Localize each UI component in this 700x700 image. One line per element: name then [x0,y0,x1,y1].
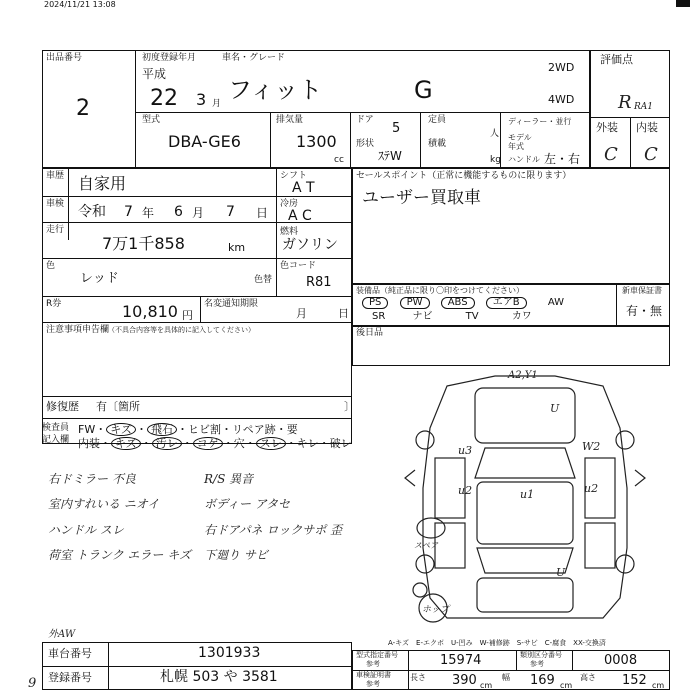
dimensions-label1: 車検証明書 [356,671,391,679]
required-tag: 要 [286,423,298,436]
load-unit: kg [490,155,501,165]
tear-tag: 破レ [329,437,352,450]
load-label: 積載 [428,139,447,149]
diag-mark-u2-right: u2 [584,482,599,495]
equip-abs: ABS [441,297,475,309]
hand-note-2: 室内すれいる ニオイ [48,497,160,511]
diag-mark-spare: スペア [414,541,438,550]
hand-note-1: 右ドミラー 不良 [48,472,136,486]
stone-chip-tag: 飛石 [147,423,177,436]
drive-2wd: 2WD [548,61,575,74]
doors-label: ドア [356,115,374,125]
sales-point-label: セールスポイント（正常に機能するものに限ります） [356,171,572,181]
diag-mark-u-top: U [550,402,560,415]
ac-label: 冷房 [280,199,299,209]
after-items-label: 後日品 [356,328,384,338]
equip-tv: TV [465,311,479,322]
evaluation-label: 評価点 [600,53,633,66]
height-label: 高さ [580,673,596,682]
equip-ps: PS [362,297,388,309]
dimensions-label2: 参考 [366,680,380,688]
capacity-unit: 人 [490,129,500,139]
equip-leather: カワ [511,311,532,322]
body-shape-label: 形状 [356,139,375,149]
length-unit: cm [480,681,493,690]
diag-mark-u3: u3 [458,444,473,457]
repair-close: 〕 [344,400,355,413]
inspection-year: 7 [124,204,133,220]
category-label1: 類別区分番号 [520,651,562,659]
width-label: 幅 [502,673,510,682]
width-value: 169 [530,673,555,688]
inspection-day: 7 [226,204,235,220]
category-value: 0008 [604,653,638,668]
rub-tag: スレ [256,437,286,450]
displacement-label: 排気量 [276,115,304,125]
transfer-label: 名変通知期限 [204,299,259,309]
exterior-label: 外装 [596,121,618,134]
interior-scratch-tag: キズ [111,437,141,450]
repair-value: 有〔箇所 [96,400,140,413]
mileage-value: 7万1千858 [102,234,185,253]
fuel-label: 燃料 [280,227,299,237]
inspection-year-unit: 年 [142,206,155,220]
type-designation-label2: 参考 [366,660,380,668]
drive-4wd: 4WD [548,93,575,106]
type-designation-label1: 型式指定番号 [356,651,398,659]
inspector-label2: 記入欄 [42,435,70,445]
chassis-value: 1301933 [198,645,261,661]
inspection-month-unit: 月 [192,206,205,220]
hand-note-6: R/S 異音 [204,472,254,486]
shift-value: A T [292,180,315,196]
hand-note-9: 下廻り サビ [204,548,268,562]
model-name: フィット [228,76,323,104]
first-reg-year: 22 [150,86,178,111]
crack-tag: ヒビ割 [188,423,221,436]
category-label2: 参考 [530,660,544,668]
recycle-label: R券 [46,299,62,309]
after-items-section [352,326,670,366]
evaluation-score: R [618,92,632,113]
burn-tag: コゲ [193,437,223,450]
history-label: 車歴 [46,171,65,181]
inspection-label: 車検 [46,199,65,209]
mileage-unit: km [228,241,246,254]
interior-label: 内装 [636,121,658,134]
type-label: 型式 [142,115,161,125]
color-shade-label: 色替 [254,275,273,285]
hand-note-5: 外AW [48,629,76,640]
model-grade: G [414,76,433,104]
evaluation-score-sub: RA1 [634,102,654,112]
height-value: 152 [622,673,647,688]
recycle-unit: 円 [182,309,193,322]
first-reg-month-unit: 月 [212,99,222,109]
equip-aw: AW [547,297,564,308]
hand-note-4: 荷室 トランク エラー キズ [48,548,191,562]
inspector-row2: 内装・ キズ ・ 汚レ ・ コゲ ・穴・ スレ ・キレ・破レ [78,437,352,450]
sales-point-section [352,168,670,284]
handle-value: 左・右 [544,152,581,166]
width-unit: cm [560,681,573,690]
mileage-label: 走行 [46,225,65,235]
doors-value: 5 [392,121,401,136]
equip-navi: ナビ [412,311,433,322]
corner-mark [676,0,690,7]
handle-label: ハンドル [508,155,540,164]
registration-label: 登録番号 [48,671,92,684]
fw-tag: FW [78,423,96,436]
repair-mark-tag: リペア跡 [232,423,276,436]
repair-label: 修復歴 [46,400,79,413]
model-label: 車名・グレード [222,53,286,63]
inspection-era: 令和 [78,204,106,220]
first-reg-era: 平成 [142,67,167,81]
interior-value: C [644,144,658,165]
diag-mark-u-bottom: U [556,566,566,579]
displacement-value: 1300 [296,132,337,151]
notes-sub: （不具合内容等を具体的に記入してください） [108,326,255,334]
model-year-label2: 年式 [508,142,524,151]
body-shape-value: ｽﾃW [378,149,402,163]
inspection-day-unit: 日 [256,206,269,220]
type-designation-value: 15974 [440,653,482,668]
stain-tag: 汚レ [152,437,182,450]
model-year-label1: モデル [508,133,532,142]
color-code: R81 [306,275,332,290]
registration-value: 札幌 503 や 3581 [160,669,278,685]
recycle-value: 10,810 [122,302,178,321]
capacity-label: 定員 [428,115,447,125]
hand-note-7: ボディー アタセ [204,497,291,511]
footer-mark: 9 [28,676,37,691]
lot-number: 2 [76,96,90,121]
inspection-month: 6 [174,204,183,220]
cut-tag: キレ [296,437,319,450]
inspector-label1: 検査員 [42,423,70,433]
warranty-value: 有・無 [626,304,663,318]
color-label: 色 [46,261,56,271]
first-reg-label: 初度登録年月 [142,53,197,63]
diag-mark-hop: ホップ [422,605,450,615]
length-value: 390 [452,673,477,688]
diag-mark-front: A2,Y1 [508,370,538,381]
displacement-unit: cc [334,155,344,165]
ac-value: A C [288,208,312,224]
equipment-label: 装備品（純正品に限り〇印をつけてください） [356,286,524,295]
exterior-value: C [604,144,618,165]
hand-note-3: ハンドル スレ [48,523,124,537]
notes-label: 注意事項申告欄 [46,325,110,335]
diag-mark-w2: W2 [582,440,601,453]
equipment-row1 [362,297,564,309]
shift-label: シフト [280,171,308,181]
equip-airbag: エアB [486,297,527,309]
history-value: 自家用 [78,174,127,193]
hole-tag: 穴 [233,437,245,450]
equip-pw: PW [400,297,430,309]
inspector-row1: FW・ キズ ・ 飛石 ・ヒビ割・リペア跡・要 [78,423,298,436]
type-value: DBA-GE6 [168,132,241,151]
interior-tag: 内装 [78,437,100,450]
equip-sr: SR [372,311,386,322]
hand-note-8: 右ドアパネ ロックサポ 歪 [204,523,343,537]
transfer-day: 日 [338,307,349,320]
height-unit: cm [652,681,665,690]
dealer-label: ディーラー・並行 [508,117,572,126]
lot-label: 出品番号 [46,53,83,63]
diag-mark-u2-left: u2 [458,484,473,497]
scratch-tag: キズ [106,423,136,436]
diagram-legend: A-キズ E-エクボ U-凹み W-補修跡 S-サビ C-腐食 XX-交換済 [388,639,606,647]
chassis-label: 車台番号 [48,647,92,660]
color-value: レッド [80,271,119,286]
equipment-row2 [372,312,532,322]
warranty-label: 新車保証書 [622,286,662,295]
color-code-label: 色コード [280,261,317,271]
fuel-value: ガソリン [282,237,338,253]
sales-point-value: ユーザー買取車 [362,188,481,208]
length-label: 長さ [410,673,426,682]
timestamp: 2024/11/21 13:08 [44,0,116,9]
first-reg-month: 3 [196,90,207,109]
transfer-month: 月 [296,307,307,320]
diag-mark-u1: u1 [520,488,535,501]
